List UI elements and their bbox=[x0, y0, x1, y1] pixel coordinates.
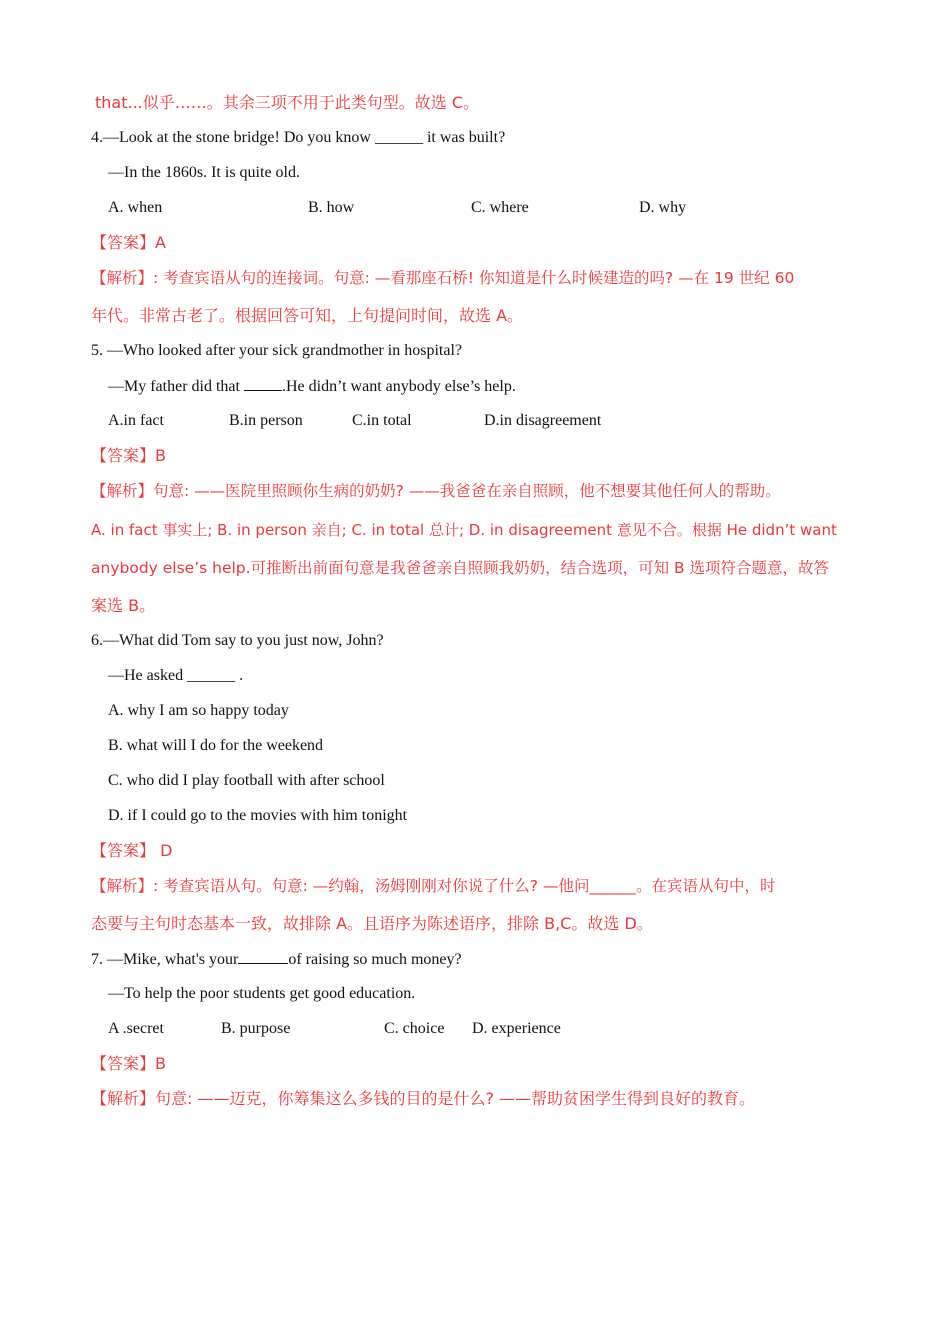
q7-blank bbox=[238, 949, 288, 964]
q5-reply bbox=[108, 376, 516, 397]
q7-stem bbox=[91, 949, 462, 970]
q7-stem-post: of raising so much money? bbox=[288, 951, 462, 968]
q4-option-c: C. where bbox=[471, 199, 529, 216]
q7-reply: —To help the poor students get good education. bbox=[108, 985, 416, 1002]
q7-answer: 【答案】B bbox=[91, 1054, 166, 1073]
q5-analysis-line4: 案选 B。 bbox=[91, 596, 156, 615]
q4-reply: —In the 1860s. It is quite old. bbox=[108, 164, 300, 181]
q5-reply-pre: —My father did that bbox=[108, 378, 244, 395]
q4-option-a: A. when bbox=[108, 199, 163, 216]
q5-option-a: A.in fact bbox=[108, 412, 164, 429]
q6-reply: —He asked ______ . bbox=[108, 667, 244, 684]
q5-option-d: D.in disagreement bbox=[484, 412, 602, 429]
q7-option-c: C. choice bbox=[384, 1020, 445, 1037]
q4-stem: 4.—Look at the stone bridge! Do you know ______ it was built? bbox=[91, 129, 506, 146]
q6-analysis-line1: 【解析】: 考查宾语从句。句意: —约翰，汤姆刚刚对你说了什么? —他问______。在宾语从句中，时 bbox=[91, 877, 776, 895]
q4-analysis-line2: 年代。非常古老了。根据回答可知，上句提问时间，故选 A。 bbox=[91, 306, 524, 325]
q5-option-b: B.in person bbox=[229, 412, 303, 429]
q5-stem: 5. —Who looked after your sick grandmother in hospital? bbox=[91, 342, 463, 359]
q5-analysis-line3: anybody else’s help.可推断出前面句意是我爸爸亲自照顾我奶奶，结合选项，可知 B 选项符合题意，故答 bbox=[91, 559, 830, 577]
q3-analysis-tail: that...似乎……。其余三项不用于此类句型。故选 C。 bbox=[95, 93, 480, 112]
q7-option-b: B. purpose bbox=[221, 1020, 291, 1037]
q7-option-a: A .secret bbox=[108, 1020, 164, 1037]
q6-option-a: A. why I am so happy today bbox=[108, 702, 289, 719]
q5-blank bbox=[244, 376, 282, 391]
q5-analysis-line1: 【解析】句意: ——医院里照顾你生病的奶奶? ——我爸爸在亲自照顾，他不想要其他任何人的帮助。 bbox=[91, 482, 781, 500]
q6-stem: 6.—What did Tom say to you just now, John? bbox=[91, 632, 384, 649]
q5-answer: 【答案】B bbox=[91, 446, 166, 465]
q6-option-d: D. if I could go to the movies with him tonight bbox=[108, 807, 408, 824]
q5-analysis-line2: A. in fact 事实上; B. in person 亲自; C. in total 总计; D. in disagreement 意见不合。根据 He didn’t want bbox=[91, 521, 837, 539]
q4-analysis-line1: 【解析】: 考查宾语从句的连接词。句意: —看那座石桥! 你知道是什么时候建造的吗? —在 19 世纪 60 bbox=[91, 269, 795, 287]
q7-stem-pre: 7. —Mike, what's your bbox=[91, 951, 239, 968]
q6-option-c: C. who did I play football with after school bbox=[108, 772, 385, 789]
q6-analysis-line2: 态要与主句时态基本一致，故排除 A。且语序为陈述语序，排除 B,C。故选 D。 bbox=[91, 914, 653, 933]
q5-option-c: C.in total bbox=[352, 412, 412, 429]
q5-reply-post: .He didn’t want anybody else’s help. bbox=[281, 378, 516, 395]
q7-analysis-line1: 【解析】句意: ——迈克，你筹集这么多钱的目的是什么? ——帮助贫困学生得到良好的教育。 bbox=[91, 1089, 756, 1108]
q4-answer: 【答案】A bbox=[91, 233, 166, 252]
q7-option-d: D. experience bbox=[472, 1020, 561, 1037]
q6-answer: 【答案】 D bbox=[91, 841, 173, 860]
q4-option-d: D. why bbox=[639, 199, 687, 216]
q6-option-b: B. what will I do for the weekend bbox=[108, 737, 324, 754]
q4-option-b: B. how bbox=[308, 199, 355, 216]
